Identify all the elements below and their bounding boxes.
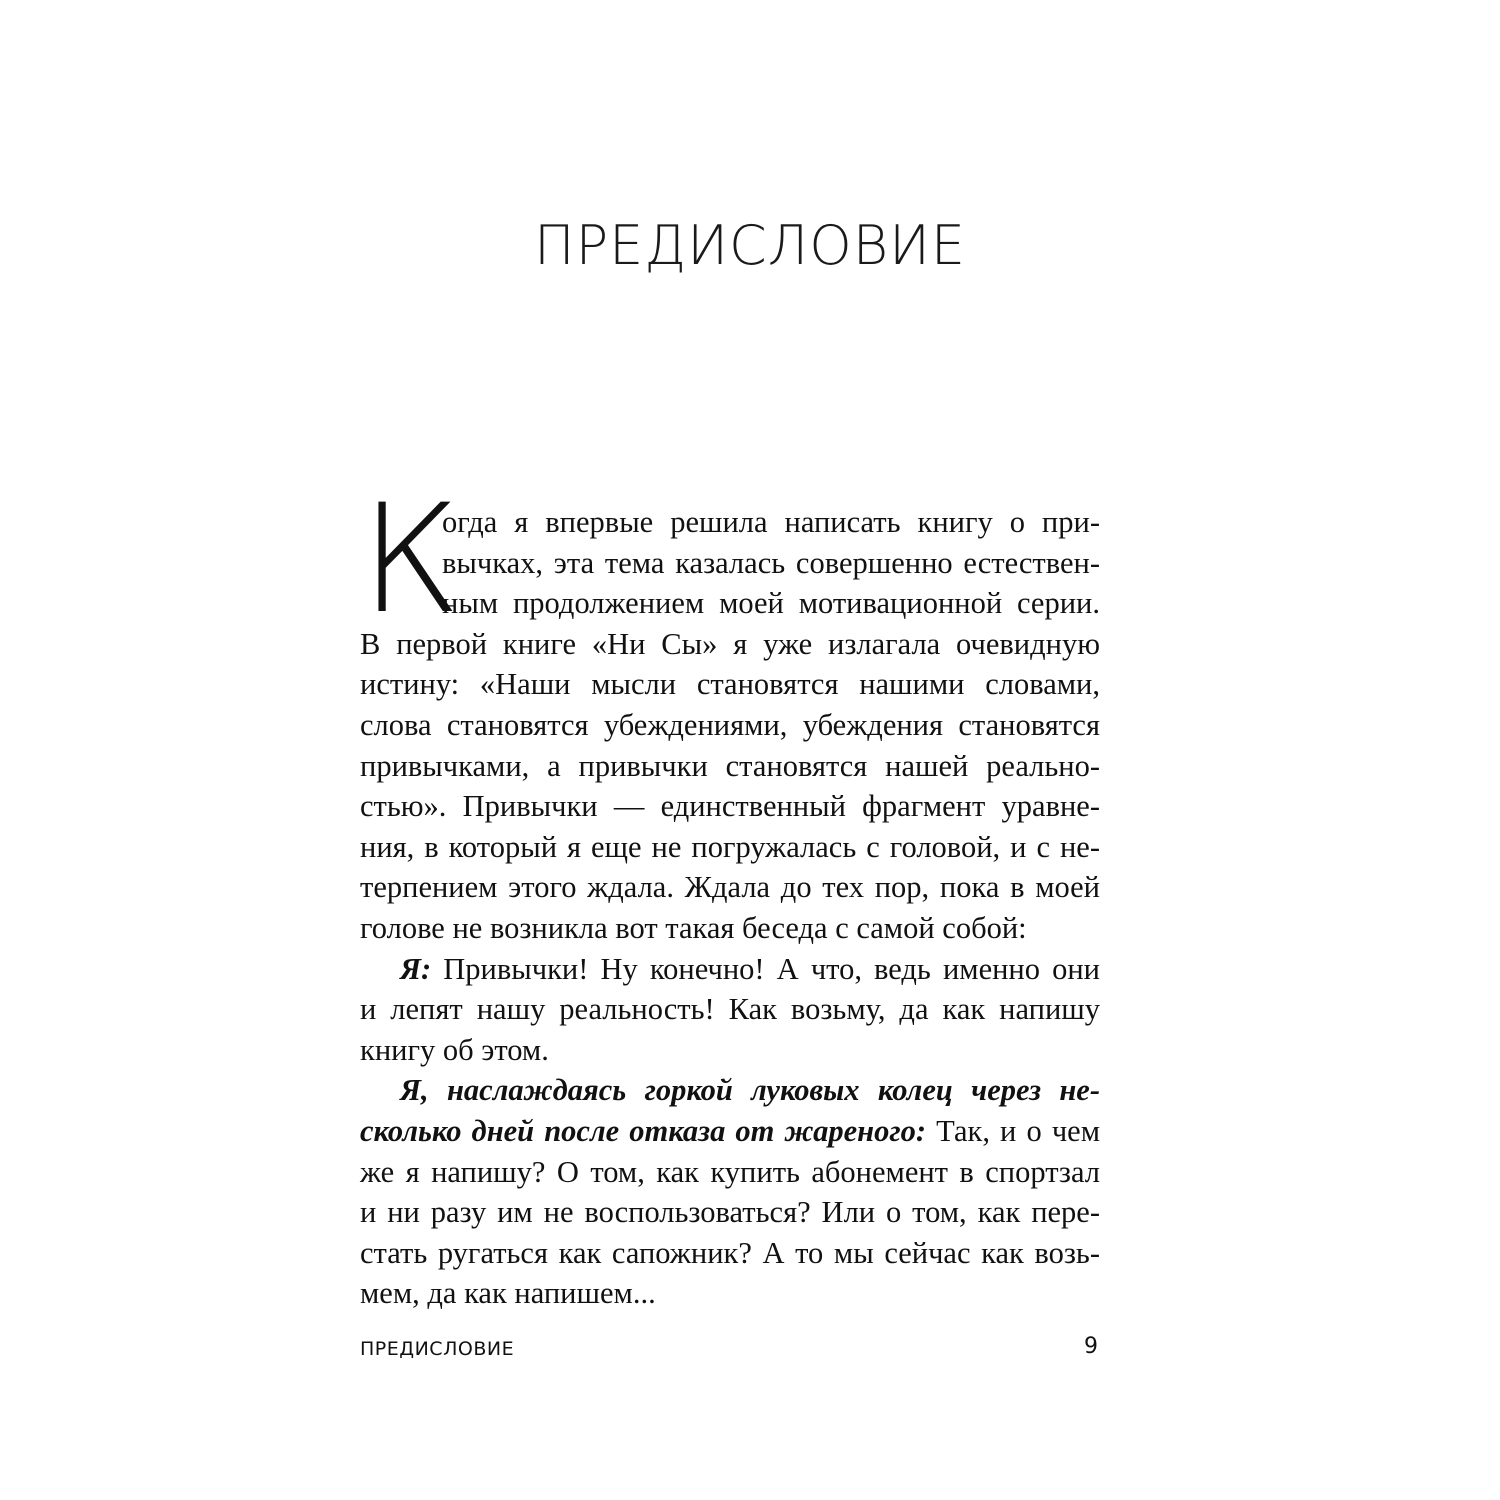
dialogue-line: книгу об этом. [360, 1032, 549, 1067]
dialogue-speaker: сколько дней после отказа от жареного: [360, 1113, 927, 1148]
text-line: истину: «Наши мысли становятся нашими словами, [360, 667, 1100, 702]
dialogue-text: Привычки! Ну конечно! А что, ведь именно они [443, 951, 1100, 986]
text-line: терпением этого ждала. Ждала до тех пор, пока в моей [360, 870, 1100, 905]
text-line: слова становятся убеждениями, убеждения становятся [360, 707, 1100, 742]
dialogue-line: стать ругаться как сапожник? А то мы сейчас как возь- [360, 1235, 1100, 1270]
dialogue-line: мем, да как напишем... [360, 1276, 656, 1311]
text-line: ния, в который я еще не погружалась с головой, и с не- [360, 829, 1100, 864]
text-line: стью». Привычки — единственный фрагмент уравне- [360, 789, 1100, 824]
chapter-title: ПРЕДИСЛОВИЕ [533, 214, 967, 277]
text-line: ным продолжением моей мотивационной серии. [442, 586, 1100, 621]
dialogue-text: Так, и о чем [936, 1113, 1100, 1148]
dropcap-lines [442, 502, 1100, 624]
dialogue-speaker: Я: [400, 951, 432, 986]
text-line: голове не возникла вот такая беседа с самой собой: [360, 910, 1027, 945]
dialogue-line [360, 949, 1100, 990]
text-line: привычками, а привычки становятся нашей реально- [360, 748, 1100, 783]
text-line: огда я впервые решила написать книгу о при- [442, 505, 1100, 539]
page-number: 9 [1084, 1334, 1098, 1359]
dialogue-line: и лепят нашу реальность! Как возьму, да как напишу [360, 992, 1100, 1027]
dialogue-line: и ни разу им не воспользоваться? Или о том, как пере- [360, 1195, 1100, 1230]
body-text [360, 624, 1100, 1314]
text-line: вычках, эта тема казалась совершенно естествен- [442, 545, 1100, 580]
text-line: В первой книге «Ни Сы» я уже излагала очевидную [360, 626, 1100, 661]
running-footer-title: ПРЕДИСЛОВИЕ [360, 1338, 515, 1360]
dialogue-line [360, 1111, 1100, 1152]
dialogue-line: же я напишу? О том, как купить абонемент в спортзал [360, 1154, 1100, 1189]
drop-cap: К [360, 473, 462, 647]
dialogue-speaker: Я, наслаждаясь горкой луковых колец через не- [400, 1073, 1100, 1108]
